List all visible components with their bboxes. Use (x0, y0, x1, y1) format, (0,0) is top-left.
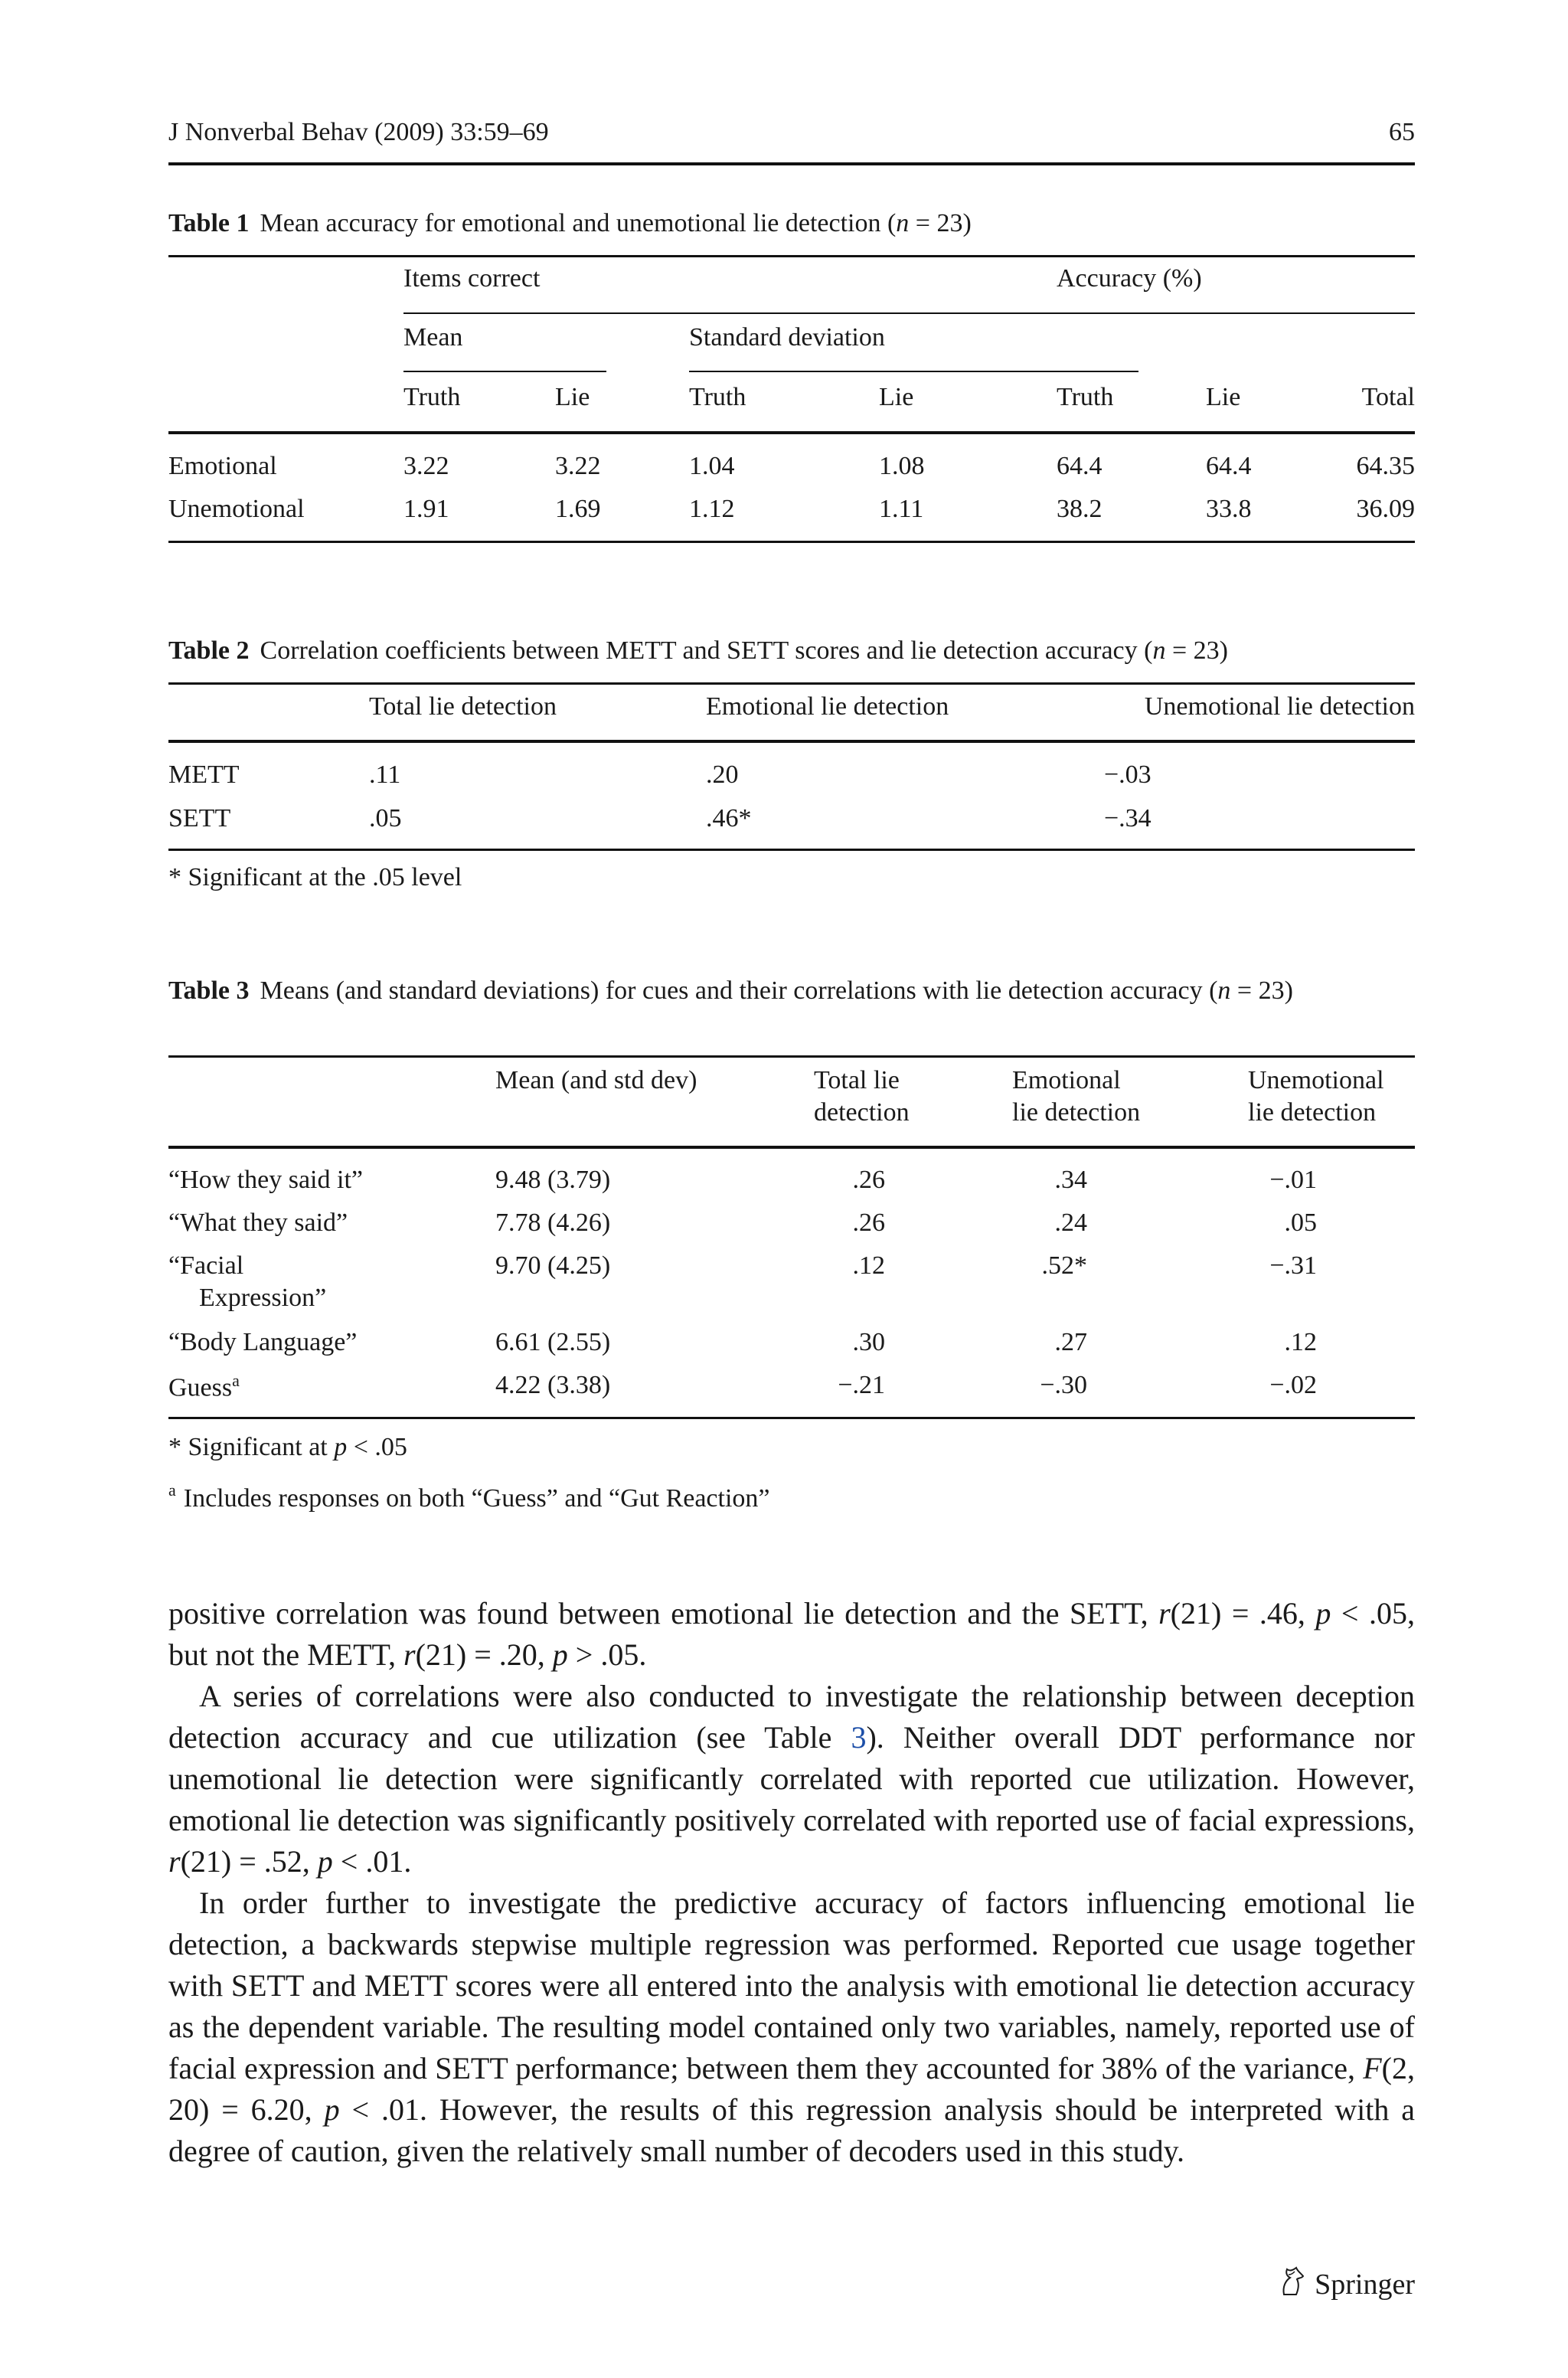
table2-footnote: * Significant at the .05 level (168, 863, 462, 891)
table2-col-total: Total lie detection (369, 692, 557, 721)
table2-cell: .11 (369, 761, 401, 789)
table3-label: Table 3 (168, 976, 250, 1005)
table1-cell: 1.69 (555, 495, 601, 523)
springer-wordmark: Springer (1315, 2268, 1415, 2301)
table1-col-mean-lie: Lie (555, 383, 590, 411)
table3-cell: 9.70 (4.25) (495, 1251, 611, 1280)
table3-cell: .34 (1054, 1166, 1087, 1194)
journal-citation: J Nonverbal Behav (2009) 33:59–69 (168, 118, 549, 146)
table1-cell: 1.91 (403, 495, 449, 523)
table3-cell: .12 (1284, 1328, 1317, 1356)
table3-col-emotional-1: Emotional (1012, 1066, 1121, 1094)
table1-sub-mean: Mean (403, 323, 463, 352)
table2-col-unemotional: Unemotional lie detection (1144, 692, 1415, 721)
table1-col-acc-total: Total (1361, 383, 1415, 411)
table3-footnote-significance: * Significant at p < .05 (168, 1433, 407, 1461)
table3-footnote-guess: $^a$ Includes responses on both “Guess” and “Gut Reaction” (168, 1480, 770, 1513)
page-number: 65 (1389, 118, 1415, 146)
table3-cell: .05 (1284, 1209, 1317, 1237)
table3-cell: .26 (852, 1209, 885, 1237)
table1-cell: 1.11 (879, 495, 924, 523)
table2-header-rule (168, 740, 1415, 743)
table1-cell: 1.04 (689, 452, 735, 480)
body-paragraph-1: positive correlation was found between emotional lie detection and the SETT, r(21) = .46, p < .05, but not the METT, r(21) = .20, p > .05. (168, 1596, 1416, 1672)
table1-cell: 64.4 (1206, 452, 1252, 480)
table3-col-total-1: Total lie (814, 1066, 900, 1094)
table1-col-mean-truth: Truth (403, 383, 461, 411)
table1-cell: 3.22 (403, 452, 449, 480)
table3-cell: 7.78 (4.26) (495, 1209, 611, 1237)
table3-cell: −.21 (838, 1371, 885, 1399)
table2-caption: Table 2 Correlation coefficients between METT and SETT scores and lie detection accuracy (n = 23) (168, 636, 1228, 665)
table1-col-acc-truth: Truth (1057, 383, 1114, 411)
table1-items-correct-rule (403, 312, 1138, 314)
table1-cell: 1.12 (689, 495, 735, 523)
table1-caption: Table 1 Mean accuracy for emotional and unemotional lie detection (n = 23) (168, 209, 972, 237)
table1-col-sd-truth: Truth (689, 383, 746, 411)
table3-row-label: “What they said” (168, 1209, 348, 1237)
table3-cell: 4.22 (3.38) (495, 1371, 611, 1399)
table1-col-acc-lie: Lie (1206, 383, 1241, 411)
table1-cell: 3.22 (555, 452, 601, 480)
table2-cell: .05 (369, 804, 402, 832)
table1-cell: 1.08 (879, 452, 925, 480)
table1-cell: 36.09 (1356, 495, 1415, 523)
table1-top-rule (168, 255, 1415, 257)
table3-cell: −.30 (1040, 1371, 1087, 1399)
table3-caption: Table 3 Means (and standard deviations) for cues and their correlations with lie detection accuracy (n = 23) (168, 976, 1293, 1005)
table3-cell: −.31 (1269, 1251, 1317, 1280)
table1-cell: 64.4 (1057, 452, 1102, 480)
table3-row-label: Guess$^a$ (168, 1371, 240, 1402)
table3-cell: .30 (852, 1328, 885, 1356)
table3-row-label: “Body Language” (168, 1328, 358, 1356)
table1-group-accuracy: Accuracy (%) (1057, 264, 1202, 293)
table1-cell: 38.2 (1057, 495, 1102, 523)
table3-col-unemotional-1: Unemotional (1248, 1066, 1384, 1094)
table2-row-label: METT (168, 761, 240, 789)
table3-top-rule (168, 1055, 1415, 1058)
table1-row-label: Unemotional (168, 495, 305, 523)
springer-logo (1278, 2265, 1415, 2304)
table3-cell: .12 (852, 1251, 885, 1280)
table1-group-items-correct: Items correct (403, 264, 541, 293)
table2-cell: .46* (706, 804, 752, 832)
table3-row-label-cont: Expression” (199, 1284, 327, 1312)
table2-row-label: SETT (168, 804, 231, 832)
body-paragraph-2: A series of correlations were also conducted to investigate the relationship between deception detection accuracy and cue utilization (see Table 3). Neither overall DDT performance nor unemotional lie detection were significantly correlated with reported cue utilization. However, emotional lie detection was significantly positively correlated with reported use of facial expressions, r(21) = .52, p < .01. (168, 1679, 1415, 1879)
table1-sub-sd: Standard deviation (689, 323, 885, 352)
table1-accuracy-rule (1057, 312, 1415, 314)
table3-col-total-2: detection (814, 1098, 910, 1127)
table1-cell: 64.35 (1356, 452, 1415, 480)
table1-col-sd-lie: Lie (879, 383, 914, 411)
table1-row-label: Emotional (168, 452, 277, 480)
table1-bottom-rule (168, 541, 1415, 543)
table2-bottom-rule (168, 849, 1415, 851)
table1-cell: 33.8 (1206, 495, 1252, 523)
body-paragraph-3: In order further to investigate the predictive accuracy of factors influencing emotional lie detection, a backwards stepwise multiple regression was performed. Reported cue usage together with SETT and METT scores were all entered into the analysis with emotional lie detection accuracy as the dependent variable. The resulting model contained only two variables, namely, reported use of facial expression and SETT performance; between them they accounted for 38% of the variance, F(2, 20) = 6.20, p < .01. However, the results of this regression analysis should be interpreted with a degree of caution, given the relatively small number of decoders used in this study. (168, 1886, 1415, 2168)
table3-row-label: “Facial (168, 1251, 244, 1280)
table1-label: Table 1 (168, 209, 250, 237)
table3-row-label: “How they said it” (168, 1166, 363, 1194)
springer-horse-icon (1278, 2265, 1307, 2304)
table3-col-emotional-2: lie detection (1012, 1098, 1141, 1127)
table3-cell: .27 (1054, 1328, 1087, 1356)
table3-cell: .24 (1054, 1209, 1087, 1237)
table1-sd-rule (689, 371, 1138, 372)
table3-cell: .26 (852, 1166, 885, 1194)
table2-cell: −.03 (1104, 761, 1152, 789)
table2-cell: .20 (706, 761, 739, 789)
table3-cell: 9.48 (3.79) (495, 1166, 611, 1194)
table2-col-emotional: Emotional lie detection (706, 692, 949, 721)
table3-guess-footnote-marker: a (232, 1371, 240, 1390)
table3-col-mean: Mean (and std dev) (495, 1066, 697, 1094)
running-header (168, 116, 1415, 165)
table3-header-rule (168, 1146, 1415, 1149)
table2-label: Table 2 (168, 636, 250, 665)
table3-bottom-rule (168, 1417, 1415, 1419)
table-3-link[interactable]: 3 (851, 1720, 867, 1755)
table3-cell: −.01 (1269, 1166, 1317, 1194)
table3-cell: .52* (1041, 1251, 1087, 1280)
table3-col-unemotional-2: lie detection (1248, 1098, 1377, 1127)
table2-top-rule (168, 682, 1415, 685)
table3-cell: −.02 (1269, 1371, 1317, 1399)
table1-mean-rule (403, 371, 606, 372)
table3-cell: 6.61 (2.55) (495, 1328, 611, 1356)
table1-header-rule (168, 431, 1415, 434)
table2-cell: −.34 (1104, 804, 1152, 832)
body-text (168, 1593, 1415, 2172)
